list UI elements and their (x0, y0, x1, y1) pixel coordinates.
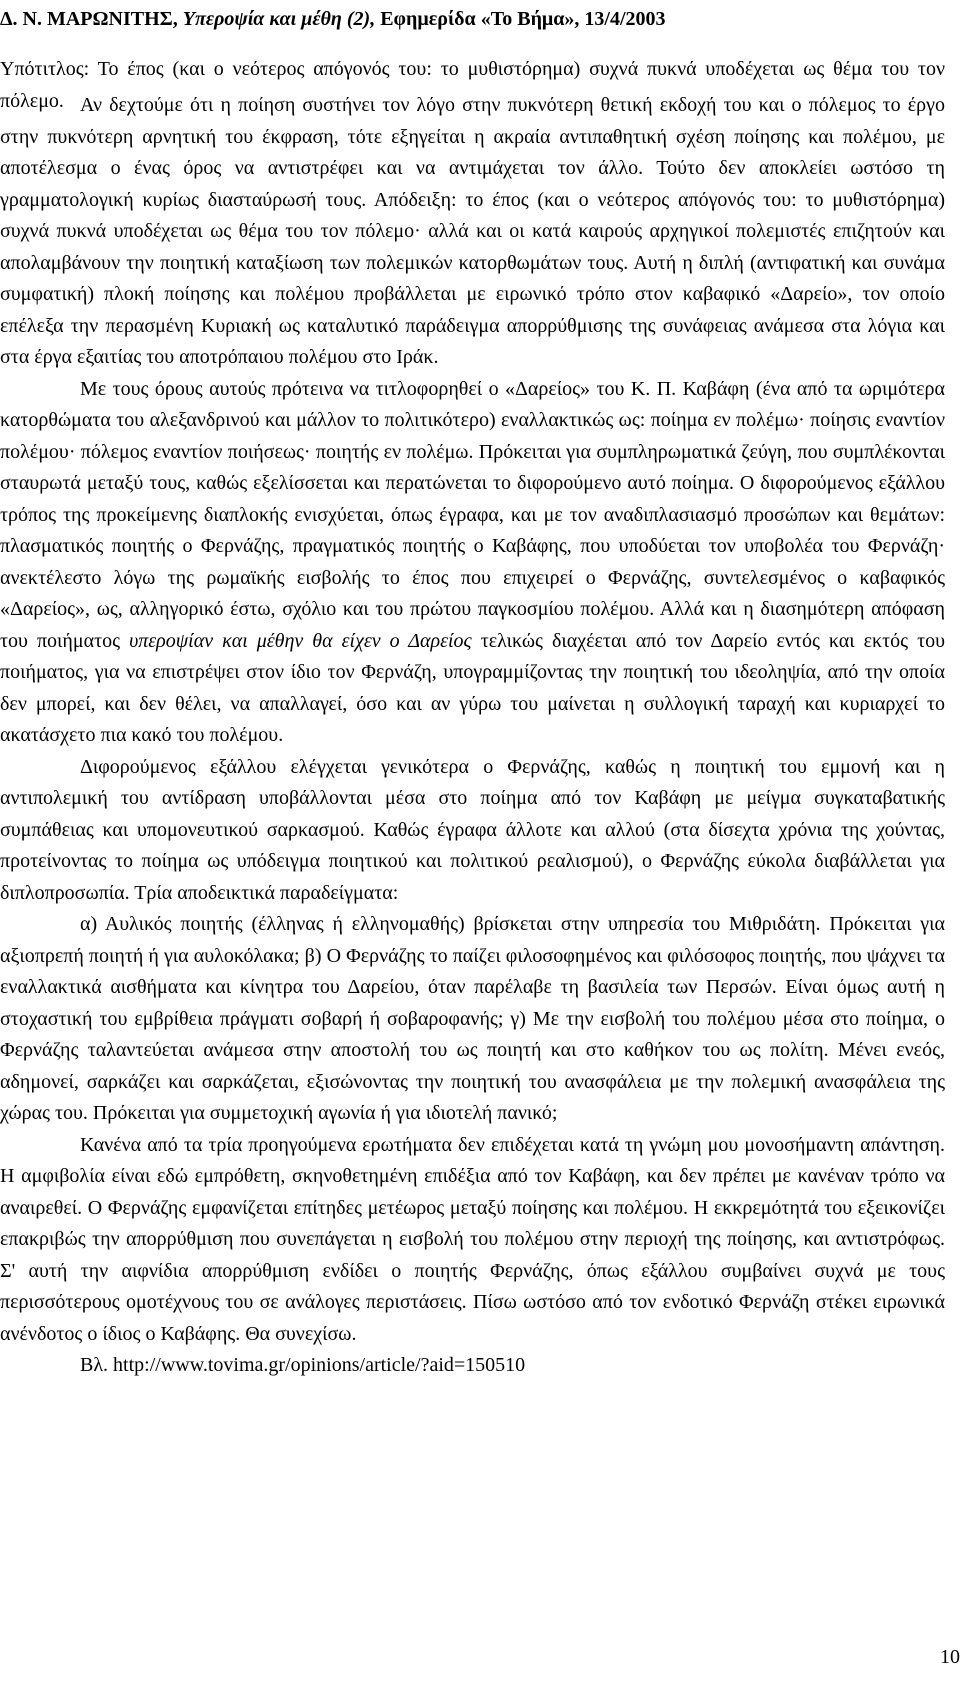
paragraph-2 (0, 374, 945, 752)
paragraph-5: Κανένα από τα τρία προηγούμενα ερωτήματα δεν επιδέχεται κατά τη γνώμη μου μονοσήμαντη απάντηση. Η αμφιβολία είναι εδώ εμπρόθετη, σκηνοθετημένη επιδέξια από τον Καβάφη, και δεν πρέπει με κανέναν τρόπο να αναιρεθεί. Ο Φερνάζης εμφανίζεται επίτηδες μετέωρος μεταξύ ποίησης και πολέμου. Η εκκρεμότητά του εξεικονίζει επακριβώς την απορρύθμιση που συνεπάγεται η εισβολή του πολέμου στην περιοχή της ποίησης, και αντιστρόφως. Σ' αυτή την αιφνίδια απορρύθμιση ενδίδει ο ποιητής Φερνάζης, όπως εξάλλου συμβαίνει συχνά με τους περισσότερους ομοτέχνους του σε ανάλογες περιστάσεις. Πίσω ωστόσο από τον ενδοτικό Φερνάζη στέκει ειρωνικά ανένδοτος ο ίδιος ο Καβάφης. Θα συνεχίσω. (0, 1133, 945, 1345)
article-source: Εφημερίδα «Το Βήμα», 13/4/2003 (380, 8, 666, 30)
reference-link[interactable]: Βλ. http://www.tovima.gr/opinions/article/?aid=150510 (80, 1354, 526, 1376)
article-body (0, 90, 945, 1382)
article-title: Υπεροψία και μέθη (2), (182, 8, 376, 30)
page-number: 10 (940, 1646, 960, 1668)
paragraph-1: Αν δεχτούμε ότι η ποίηση συστήνει τον λόγο στην πυκνότερη θετική εκδοχή του και ο πόλεμος το έργο στην πυκνότερη αρνητική του έκφραση, τότε εξηγείται η ακραία αντιπαθητική σχέση ποίησης και πολέμου, με αποτέλεσμα ο ένας όρος να αντιστρέφει και να αντιμάχεται τον άλλο. Τούτο δεν αποκλείει ωστόσο τη γραμματολογική κυρίως διασταύρωσή τους. Απόδειξη: το έπος (και ο νεότερος απόγονός του: το μυθιστόρημα) συχνά πυκνά υποδέχεται ως θέμα του τον πόλεμο· αλλά και οι κατά καιρούς αρχηγικοί πολεμιστές επιζητούν και απολαμβάνουν την ποιητική καταξίωση των πολεμικών κατορθωμάτων τους. Αυτή η διπλή (αντιφατική και συνάμα συμφατική) πλοκή ποίησης και πολέμου προβάλλεται με ειρωνικό τρόπο στον καβαφικό «Δαρείο», τον οποίο επέλεξα την περασμένη Κυριακή ως καταλυτικό παράδειγμα απορρύθμισης της συνάφειας ανάμεσα στα λόγια και στα έργα εξαιτίας του αποτρόπαιου πολέμου στο Ιράκ. (0, 94, 945, 368)
subtitle: Υπότιτλος: Το έπος (και ο νεότερος απόγονός του: το μυθιστόρημα) συχνά πυκνά υποδέχεται ως θέμα του τον πόλεμο. (0, 58, 945, 112)
quoted-verse: υπεροψίαν και μέθην θα είχεν ο Δαρείος (129, 629, 472, 652)
paragraph-2-part-a: Με τους όρους αυτούς πρότεινα να τιτλοφορηθεί ο «Δαρείος» του Κ. Π. Καβάφη (ένα από τα ωριμότερα κατορθώματα του αλεξανδρινού και μάλλον το πολιτικότερο) εναλλακτικώς ως: ποίημα εν πολέμω· ποίησις εναντίον πολέμου· πόλεμος εναντίον ποιήσεως· ποιητής εν πολέμω. Πρόκειται για συμπληρωματικά ζεύγη, που συμπλέκονται σταυρωτά μεταξύ τους, καθώς εξελίσσεται και περατώνεται το διφορούμενο αυτό ποίημα. Ο διφορούμενος εξάλλου τρόπος της προκείμενης διαπλοκής ενισχύεται, όπως έγραφα, και με τον αναδιπλασιασμό προσώπων και θεμάτων: πλασματικός ποιητής ο Φερνάζης, πραγματικός ποιητής ο Καβάφης, που υποδύεται τον υποβολέα του Φερνάζη· ανεκτέλεστο λόγω της ρωμαϊκής εισβολής το έπος που επιχειρεί ο Φερνάζης, συντελεσμένος ο καβαφικός «Δαρείος», ως, αλληγορικό έστω, σχόλιο και του πρώτου παγκοσμίου πολέμου. Αλλά και η διασημότερη απόφαση του ποιήματος (0, 377, 945, 652)
author-name: Δ. Ν. ΜΑΡΩΝΙΤΗΣ, (0, 8, 178, 30)
paragraph-4: α) Αυλικός ποιητής (έλληνας ή ελληνομαθής) βρίσκεται στην υπηρεσία του Μιθριδάτη. Πρόκειται για αξιοπρεπή ποιητή ή για αυλοκόλακα; β) Ο Φερνάζης το παίζει φιλοσοφημένος και φιλόσοφος ποιητής, που ψάχνει τα εναλλακτικά αισθήματα και κίνητρα του Δαρείου, όταν παρέλαβε τη βασιλεία των Περσών. Είναι όμως αυτή η στοχαστική του εμβρίθεια πράγματι σοβαρή ή σοβαροφανής; γ) Με την εισβολή του πολέμου μέσα στο ποίημα, ο Φερνάζης ταλαντεύεται ανάμεσα στην αποστολή του ως ποιητή και στο καθήκον του ως πολίτη. Μένει ενεός, αδημονεί, σαρκάζει και σαρκάζεται, εξισώνοντας την ποιητική του ανασφάλεια με την πολεμική ανασφάλεια της χώρας του. Πρόκειται για συμμετοχική αγωνία ή για ιδιοτελή πανικό; (0, 913, 945, 1124)
article-heading (0, 4, 940, 36)
paragraph-2-part-b: τελικώς διαχέεται από τον Δαρείο εντός και εκτός του ποιήματος, για να επιστρέψει στον ίδιο τον Φερνάζη, υπογραμμίζοντας την ποιητική του ιδεοληψία, από την οποία δεν μπορεί, και δεν θέλει, να απαλλαγεί, όσο και αν γύρω του μαίνεται η συλλογική ταραχή και κυριαρχεί το ακατάσχετο πια κακό του πολέμου. (0, 629, 946, 746)
paragraph-3: Διφορούμενος εξάλλου ελέγχεται γενικότερα ο Φερνάζης, καθώς η ποιητική του εμμονή και η αντιπολεμική του αντίδραση υποβάλλονται μέσα στο ποίημα από τον Καβάφη με μείγμα συγκαταβατικής συμπάθειας και υπομονευτικού σαρκασμού. Καθώς έγραφα άλλοτε και αλλού (στα δίσεχτα χρόνια της χούντας, προτείνοντας το ποίημα ως υπόδειγμα ποιητικού και πολιτικού ρεαλισμού), ο Φερνάζης εύκολα διαβάλλεται για διπλοπροσωπία. Τρία αποδεικτικά παραδείγματα: (0, 755, 945, 904)
